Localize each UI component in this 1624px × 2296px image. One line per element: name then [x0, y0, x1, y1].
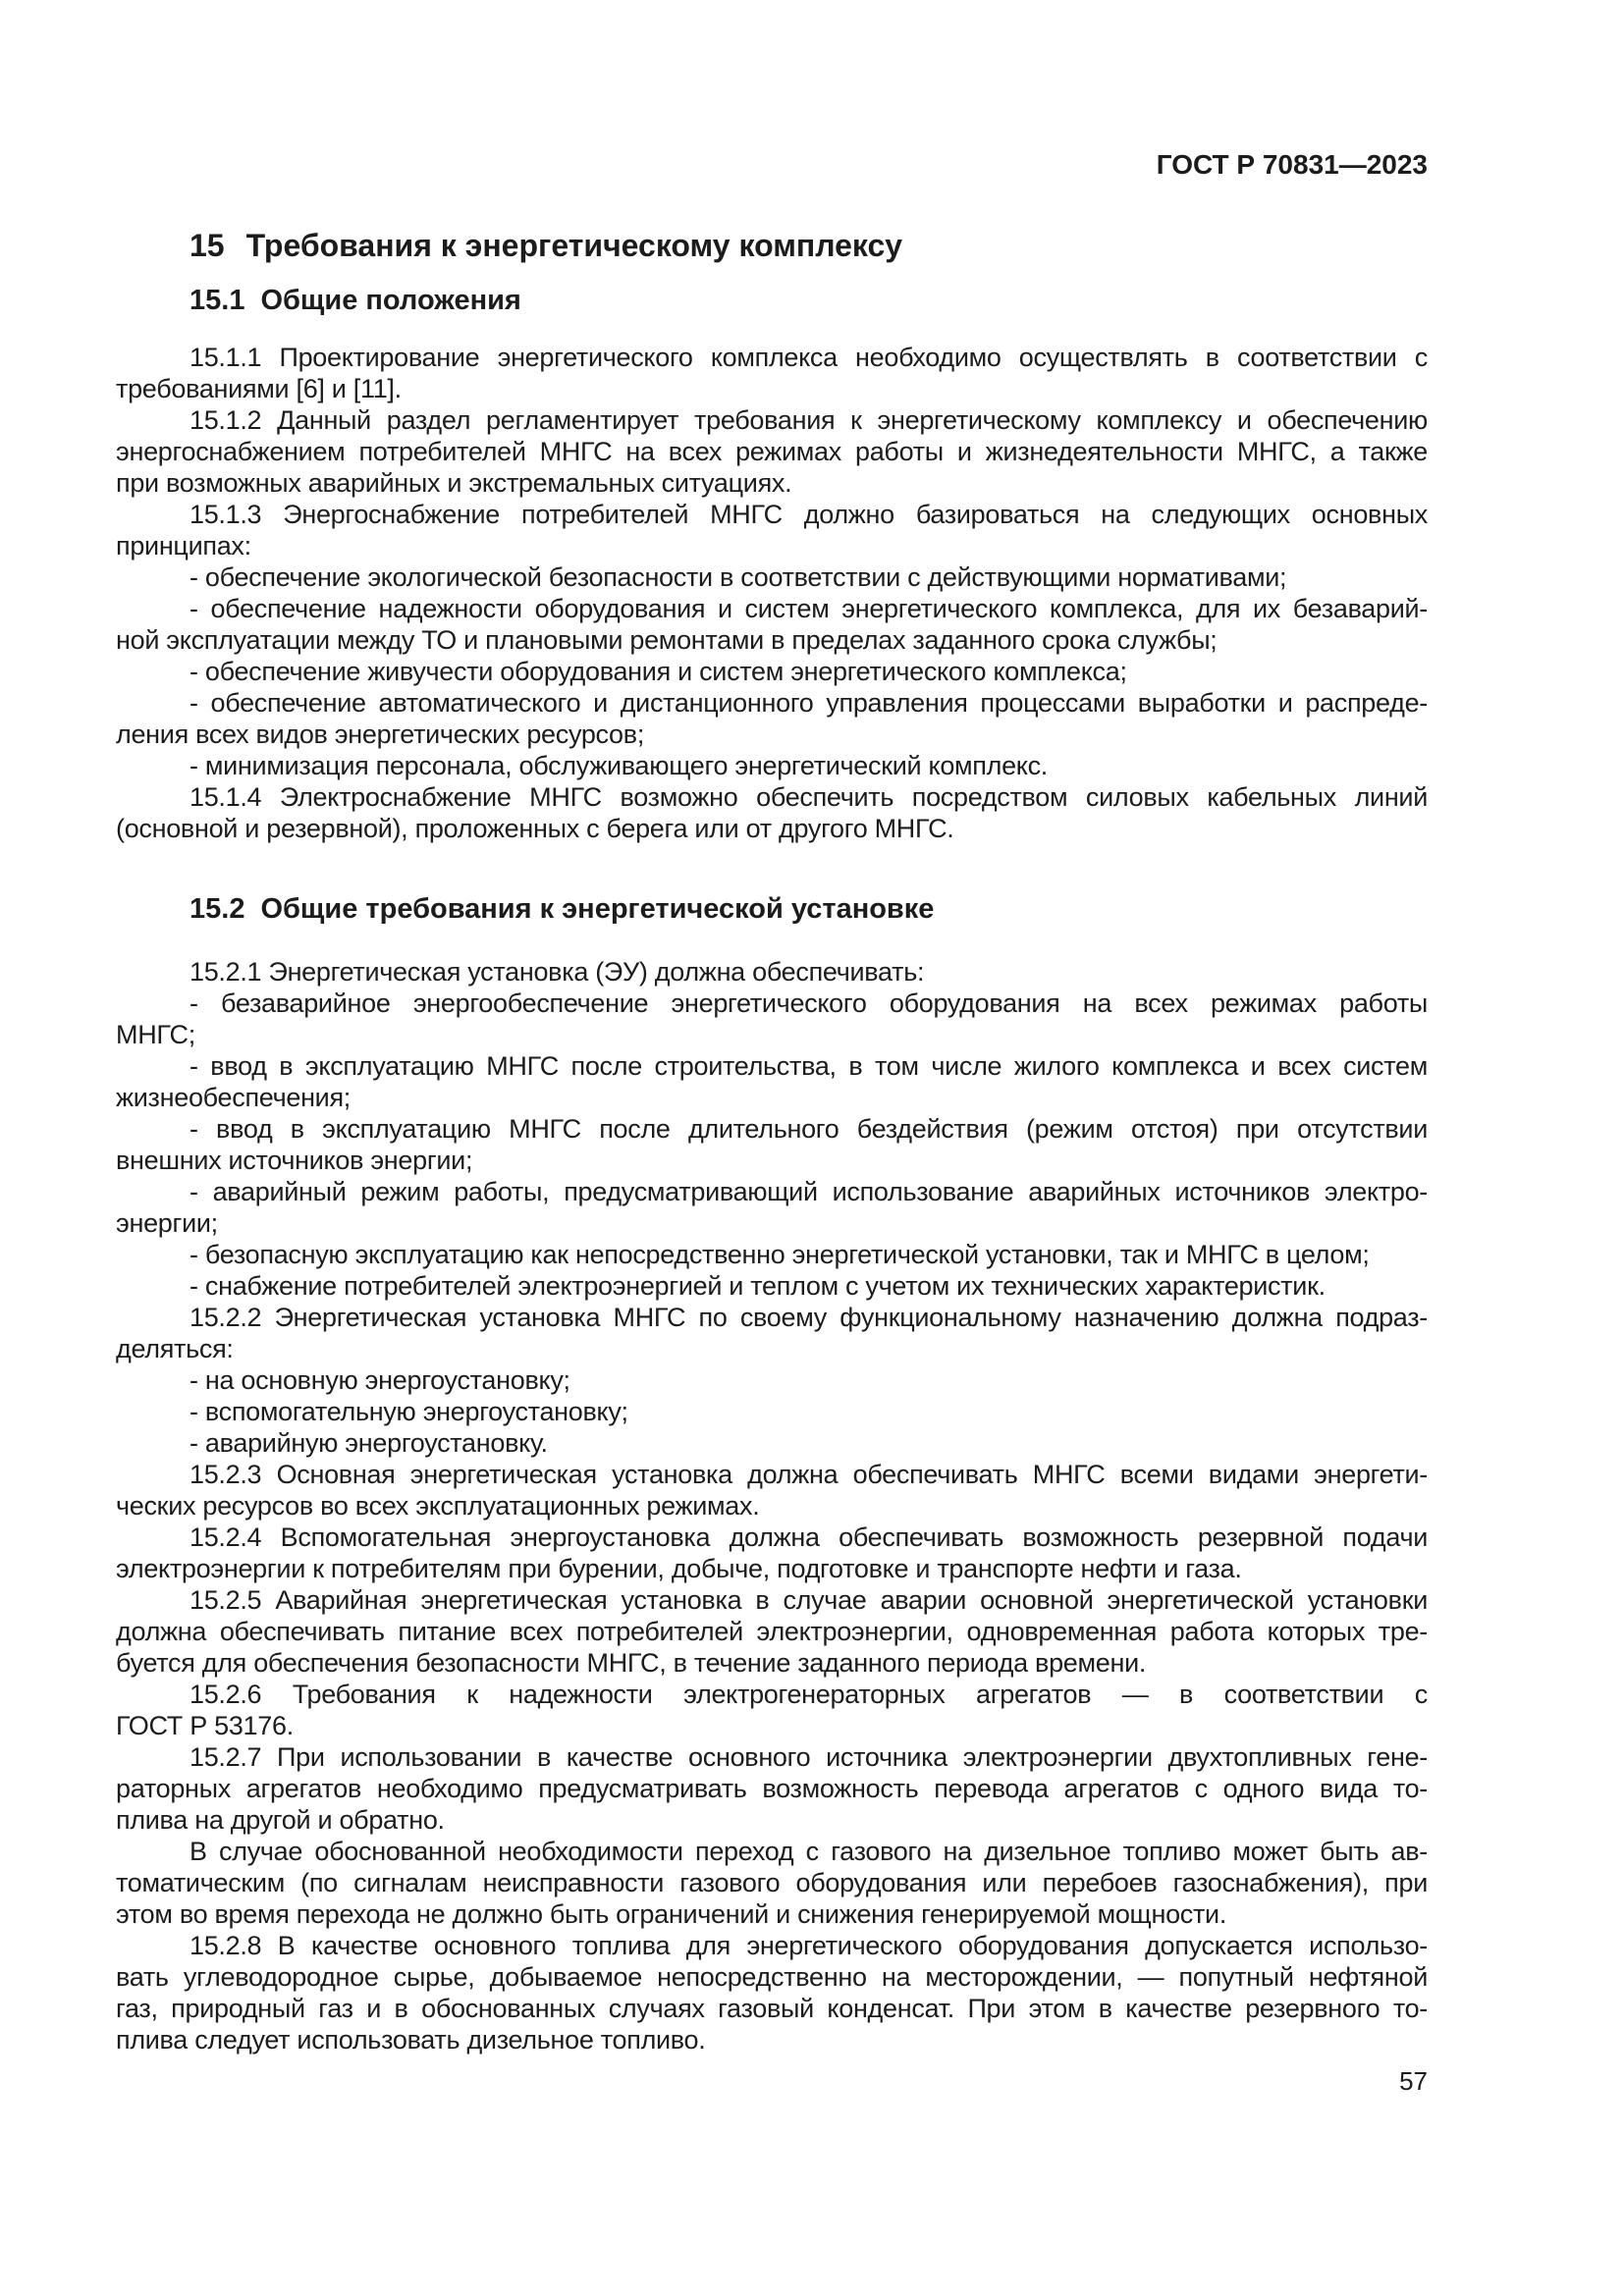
paragraph — [116, 593, 1428, 656]
paragraph — [116, 1396, 1428, 1427]
text-line: деляться: — [116, 1334, 234, 1363]
paragraph — [116, 1584, 1428, 1679]
text-line: ления всех видов энергетических ресурсов; — [116, 720, 645, 749]
heading-title: Требования к энергетическому комплексу — [245, 228, 903, 263]
paragraph — [116, 1679, 1428, 1741]
paragraph — [116, 561, 1428, 593]
text-line: плива следует использовать дизельное топливо. — [116, 2025, 706, 2055]
text-line: - вспомогательную энергоустановку; — [189, 1397, 628, 1426]
text-line: 15.2.4 Вспомогательная энергоустановка должна обеспечивать возможность резервной подачи — [189, 1522, 1428, 1552]
text-line: этом во время перехода не должно быть ограничений и снижения генерируемой мощности. — [116, 1899, 1227, 1929]
text-line: 15.1.2 Данный раздел регламентирует требования к энергетическому комплексу и обеспечению — [189, 405, 1428, 435]
text-line: 15.2.2 Энергетическая установка МНГС по своему функциональному назначению должна подраз- — [189, 1303, 1428, 1332]
text-line: 15.2.5 Аварийная энергетическая установка в случае аварии основной энергетической установки — [189, 1585, 1428, 1615]
paragraph — [116, 499, 1428, 561]
text-line: В случае обоснованной необходимости переход с газового на дизельное топливо может быть ав- — [189, 1837, 1428, 1866]
paragraph — [116, 1741, 1428, 1836]
text-line: плива на другой и обратно. — [116, 1805, 445, 1835]
text-line: - ввод в эксплуатацию МНГС после длительного бездействия (режим отстоя) при отсутствии — [189, 1114, 1428, 1144]
heading-title: Общие положения — [260, 285, 521, 316]
text-line: принципах: — [116, 531, 251, 561]
text-line: 15.2.8 В качестве основного топлива для энергетического оборудования допускается использо- — [189, 1931, 1428, 1960]
paragraph — [116, 342, 1428, 404]
text-line: 15.2.3 Основная энергетическая установка должна обеспечивать МНГС всеми видами энергети- — [189, 1460, 1428, 1489]
text-line: электроэнергии к потребителям при бурении, добыче, подготовке и транспорте нефти и газа. — [116, 1554, 1242, 1583]
text-line: - обеспечение автоматического и дистанционного управления процессами выработки и распреде- — [189, 688, 1428, 718]
text-line: газ, природный газ и в обоснованных случаях газовый конденсат. При этом в качестве резервного то- — [116, 1994, 1428, 2023]
text-line: 15.2.7 При использовании в качестве основного источника электроэнергии двухтопливных гене- — [189, 1742, 1428, 1772]
paragraph — [116, 1239, 1428, 1270]
text-line: буется для обеспечения безопасности МНГС, в течение заданного периода времени. — [116, 1648, 1147, 1678]
paragraph — [116, 404, 1428, 499]
heading-number: 15.2 — [189, 893, 245, 925]
text-line: энергоснабжением потребителей МНГС на всех режимах работы и жизнедеятельности МНГС, а также — [116, 437, 1428, 466]
paragraph — [116, 956, 1428, 988]
heading-title: Общие требования к энергетической установке — [260, 893, 935, 925]
text-line: 15.2.1 Энергетическая установка (ЭУ) должна обеспечивать: — [189, 957, 925, 987]
paragraph — [116, 1427, 1428, 1459]
text-line: ной эксплуатации между ТО и плановыми ремонтами в пределах заданного срока службы; — [116, 625, 1218, 655]
text-line: ГОСТ Р 53176. — [116, 1711, 294, 1740]
text-line: (основной и резервной), проложенных с берега или от другого МНГС. — [116, 814, 954, 843]
text-line: - ввод в эксплуатацию МНГС после строительства, в том числе жилого комплекса и всех систем — [189, 1051, 1428, 1081]
text-line: вать углеводородное сырье, добываемое непосредственно на месторождении, — попутный нефтяной — [116, 1962, 1428, 1992]
paragraph — [116, 781, 1428, 844]
text-line: требованиями [6] и [11]. — [116, 374, 402, 403]
text-line: энергии; — [116, 1208, 218, 1238]
text-line: - безаварийное энергообеспечение энергетического оборудования на всех режимах работы — [189, 988, 1428, 1018]
paragraph — [116, 988, 1428, 1050]
text-line: - на основную энергоустановку; — [189, 1365, 570, 1395]
gost-code-header: ГОСТ Р 70831—2023 — [1156, 149, 1428, 180]
page-content — [116, 0, 1428, 2097]
section-heading-15.2 — [116, 891, 1428, 927]
text-line: - безопасную эксплуатацию как непосредственно энергетической установки, так и МНГС в целом; — [189, 1240, 1370, 1269]
paragraph — [116, 1364, 1428, 1396]
paragraph — [116, 1522, 1428, 1584]
text-line: при возможных аварийных и экстремальных ситуациях. — [116, 468, 792, 498]
paragraph — [116, 1270, 1428, 1302]
text-line: 15.1.4 Электроснабжение МНГС возможно обеспечить посредством силовых кабельных линий — [189, 782, 1428, 812]
page-number: 57 — [1399, 2066, 1428, 2096]
paragraph — [116, 750, 1428, 781]
paragraph — [116, 1459, 1428, 1522]
text-line: должна обеспечивать питание всех потребителей электроэнергии, одновременная работа которых тре- — [116, 1617, 1428, 1646]
text-line: - аварийную энергоустановку. — [189, 1428, 548, 1458]
text-line: - аварийный режим работы, предусматривающий использование аварийных источников электро- — [189, 1177, 1428, 1206]
text-line: - снабжение потребителей электроэнергией и теплом с учетом их технических характеристик. — [189, 1271, 1326, 1301]
text-line: 15.1.1 Проектирование энергетического комплекса необходимо осуществлять в соответствии с — [189, 343, 1428, 372]
paragraph — [116, 656, 1428, 687]
paragraph — [116, 1930, 1428, 2056]
paragraph — [116, 1113, 1428, 1176]
text-line: ческих ресурсов во всех эксплуатационных режимах. — [116, 1491, 760, 1521]
text-line: - минимизация персонала, обслуживающего энергетический комплекс. — [189, 751, 1049, 780]
text-line: - обеспечение экологической безопасности в соответствии с действующими нормативами; — [189, 562, 1287, 592]
document-body — [116, 226, 1428, 2056]
text-line: раторных агрегатов необходимо предусматривать возможность перевода агрегатов с одного вида то- — [116, 1774, 1428, 1803]
text-line: 15.1.3 Энергоснабжение потребителей МНГС должно базироваться на следующих основных — [189, 500, 1428, 529]
text-line: - обеспечение надежности оборудования и систем энергетического комплекса, для их безаварий- — [189, 594, 1428, 623]
text-line: 15.2.6 Требования к надежности электрогенераторных агрегатов — в соответствии с — [189, 1680, 1428, 1709]
paragraph — [116, 687, 1428, 750]
section-heading-15 — [116, 226, 1428, 265]
text-line: томатическим (по сигналам неисправности газового оборудования или перебоев газоснабжения), при — [116, 1868, 1428, 1897]
text-line: - обеспечение живучести оборудования и систем энергетического комплекса; — [189, 657, 1127, 686]
paragraph — [116, 1302, 1428, 1364]
section-heading-15.1 — [116, 283, 1428, 318]
text-line: МНГС; — [116, 1020, 195, 1049]
paragraph — [116, 1176, 1428, 1239]
text-line: внешних источников энергии; — [116, 1146, 473, 1175]
paragraph — [116, 1836, 1428, 1930]
heading-number: 15 — [189, 228, 225, 263]
paragraph — [116, 1050, 1428, 1113]
text-line: жизнеобеспечения; — [116, 1083, 351, 1112]
heading-number: 15.1 — [189, 285, 245, 316]
